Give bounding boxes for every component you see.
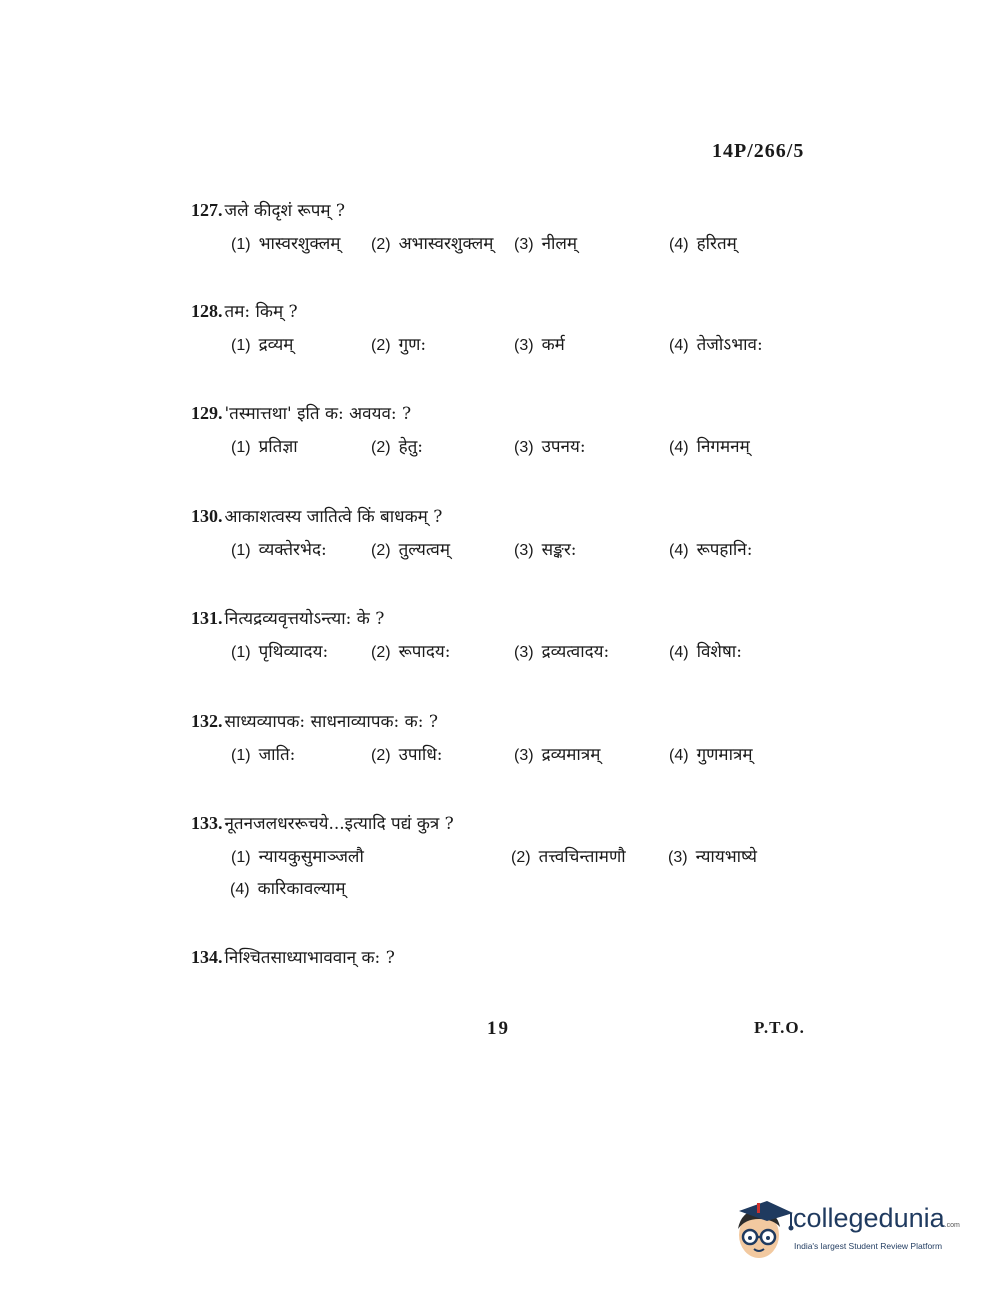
option-item xyxy=(669,537,752,560)
option-text: द्रव्यमात्रम् xyxy=(541,745,601,765)
option-item xyxy=(231,639,328,662)
option-number: (2) xyxy=(371,747,391,764)
option-number: (1) xyxy=(231,236,251,253)
option-item xyxy=(514,537,577,560)
option-text: हरितम् xyxy=(696,234,737,254)
option-text: गुणमात्रम् xyxy=(696,745,753,765)
question-stem xyxy=(191,299,298,322)
option-item xyxy=(514,742,600,765)
brand-tld: .com xyxy=(944,1222,960,1229)
question-text: आकाशत्वस्य जातित्वे किं बाधकम् ? xyxy=(224,507,443,527)
option-number: (3) xyxy=(514,542,534,559)
option-item xyxy=(371,231,493,254)
option-text: न्यायकुसुमाञ्जलौ xyxy=(258,847,364,867)
option-number: (2) xyxy=(371,236,391,253)
question-number: 131. xyxy=(191,608,223,628)
option-item xyxy=(231,332,293,355)
option-item xyxy=(514,639,609,662)
question-stem xyxy=(191,401,411,424)
option-number: (1) xyxy=(231,439,251,456)
question-number: 128. xyxy=(191,301,223,321)
option-item xyxy=(231,231,340,254)
option-text: उपनय: xyxy=(541,437,586,457)
option-item xyxy=(669,434,750,457)
question-number: 132. xyxy=(191,711,223,731)
option-text: कारिकावल्याम् xyxy=(257,879,346,899)
option-text: भास्वरशुक्लम् xyxy=(258,234,341,254)
option-text: न्यायभाष्ये xyxy=(695,847,757,867)
option-number: (3) xyxy=(514,747,534,764)
option-number: (4) xyxy=(669,439,689,456)
collegedunia-watermark xyxy=(733,1197,963,1267)
option-text: उपाधि: xyxy=(398,745,443,765)
option-text: पृथिव्यादय: xyxy=(258,642,329,662)
option-number: (2) xyxy=(371,439,391,456)
option-text: सङ्कर: xyxy=(541,540,577,560)
option-number: (1) xyxy=(231,542,251,559)
option-text: अभास्वरशुक्लम् xyxy=(398,234,494,254)
option-text: हेतु: xyxy=(398,437,424,457)
option-text: प्रतिज्ञा xyxy=(258,437,298,457)
option-item xyxy=(511,844,626,867)
option-text: रूपहानि: xyxy=(696,540,753,560)
brand-name: collegedunia xyxy=(793,1203,945,1233)
option-number: (1) xyxy=(231,747,251,764)
option-number: (1) xyxy=(231,337,251,354)
option-text: गुण: xyxy=(398,335,427,355)
question-text: निश्चितसाध्याभाववान् क: ? xyxy=(224,948,395,968)
option-number: (3) xyxy=(514,439,534,456)
option-number: (4) xyxy=(230,881,250,898)
question-text: 'तस्मात्तथा' इति क: अवयव: ? xyxy=(224,404,412,424)
question-stem xyxy=(191,811,454,834)
option-number: (4) xyxy=(669,236,689,253)
option-item xyxy=(371,742,443,765)
option-number: (1) xyxy=(231,644,251,661)
option-item xyxy=(230,876,346,899)
option-text: द्रव्यम् xyxy=(258,335,294,355)
option-item xyxy=(231,844,364,867)
brand-tagline: India's largest Student Review Platform xyxy=(794,1241,943,1251)
option-text: जाति: xyxy=(258,745,296,765)
option-text: व्यक्तेरभेद: xyxy=(258,540,327,560)
option-item xyxy=(371,537,450,560)
question-stem xyxy=(191,709,438,732)
option-text: तत्त्वचिन्तामणौ xyxy=(538,847,626,867)
option-item xyxy=(668,844,757,867)
question-stem xyxy=(191,606,384,629)
mascot-icon xyxy=(733,1197,795,1267)
option-item xyxy=(371,639,450,662)
option-item xyxy=(669,332,763,355)
question-number: 127. xyxy=(191,200,223,220)
option-text: विशेषा: xyxy=(696,642,742,662)
option-number: (3) xyxy=(514,337,534,354)
option-number: (4) xyxy=(669,542,689,559)
option-text: तेजोऽभाव: xyxy=(696,335,763,355)
option-text: रूपादय: xyxy=(398,642,451,662)
option-item xyxy=(514,434,586,457)
question-text: साध्यव्यापक: साधनाव्यापक: क: ? xyxy=(224,712,438,732)
question-text: नित्यद्रव्यवृत्तयोऽन्त्या: के ? xyxy=(224,609,385,629)
option-text: तुल्यत्वम् xyxy=(398,540,451,560)
option-text: नीलम् xyxy=(541,234,578,254)
option-number: (4) xyxy=(669,644,689,661)
option-item xyxy=(669,742,753,765)
option-text: द्रव्यत्वादय: xyxy=(541,642,610,662)
question-text: तम: किम् ? xyxy=(224,302,298,322)
option-number: (2) xyxy=(371,542,391,559)
question-text: जले कीदृशं रूपम् ? xyxy=(224,201,346,221)
option-item xyxy=(371,434,423,457)
option-item xyxy=(669,231,737,254)
option-number: (4) xyxy=(669,337,689,354)
option-item xyxy=(514,332,565,355)
question-stem xyxy=(191,504,442,527)
question-stem xyxy=(191,198,345,221)
question-stem xyxy=(191,945,395,968)
option-item xyxy=(231,742,295,765)
option-item xyxy=(669,639,742,662)
option-item xyxy=(231,537,327,560)
option-number: (3) xyxy=(514,236,534,253)
option-item xyxy=(514,231,577,254)
option-number: (3) xyxy=(514,644,534,661)
option-item xyxy=(371,332,426,355)
option-number: (1) xyxy=(231,849,251,866)
question-number: 134. xyxy=(191,947,223,967)
option-item xyxy=(231,434,298,457)
option-number: (2) xyxy=(511,849,531,866)
question-number: 130. xyxy=(191,506,223,526)
option-number: (4) xyxy=(669,747,689,764)
question-text: नूतनजलधररूचये...इत्यादि पद्यं कुत्र ? xyxy=(224,814,454,834)
option-text: निगमनम् xyxy=(696,437,750,457)
page-number: 19 xyxy=(487,1018,510,1039)
option-text: कर्म xyxy=(541,335,565,355)
question-number: 129. xyxy=(191,403,223,423)
paper-code: 14P/266/5 xyxy=(712,140,805,162)
pto-label: P.T.O. xyxy=(754,1018,805,1037)
option-number: (2) xyxy=(371,337,391,354)
option-number: (2) xyxy=(371,644,391,661)
option-number: (3) xyxy=(668,849,688,866)
question-number: 133. xyxy=(191,813,223,833)
